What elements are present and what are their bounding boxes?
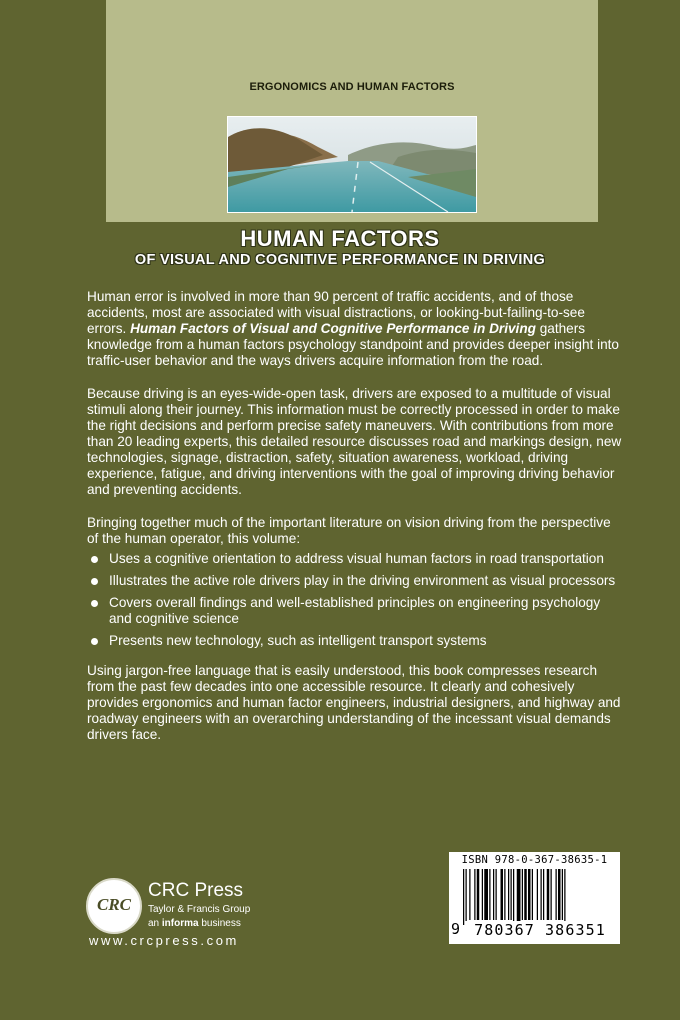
crc-logo-text: CRC: [96, 895, 132, 914]
publisher-group: Taylor & Francis Group: [148, 904, 251, 915]
barcode-bar: [547, 869, 550, 920]
barcode-bar: [493, 869, 494, 920]
list-item-text: Presents new technology, such as intelligent transport systems: [109, 633, 487, 648]
barcode-bar: [543, 869, 544, 920]
barcode-bar: [511, 869, 512, 920]
list-item-text: Uses a cognitive orientation to address visual human factors in road transportation: [109, 551, 604, 566]
paragraph-1-book-title: Human Factors of Visual and Cognitive Performance in Driving: [130, 321, 536, 336]
paragraph-2: Because driving is an eyes-wide-open task, drivers are exposed to a multitude of visual stimuli along their journey. This information must be correctly processed in order to make the right decisions and perform precise safety maneuvers. With contributions from more than 20 leading experts, this detailed resource discusses road and markings design, new technologies, signage, distraction, safety, situation awareness, workload, driving experience, fatigue, and driving interventions with the goal of improving driving behavior and preventing accidents.: [87, 386, 622, 497]
barcode-bar: [522, 869, 523, 920]
ean-first-digit: 9: [451, 920, 461, 938]
list-item: [87, 633, 625, 649]
barcode-bar: [541, 869, 542, 920]
bullet-icon: [91, 638, 98, 645]
book-title-sub: OF VISUAL AND COGNITIVE PERFORMANCE IN DRIVING: [134, 252, 546, 268]
ean-digits: 780367 386351: [465, 921, 615, 939]
barcode-bar: [551, 869, 552, 920]
publisher-name: CRC Press: [148, 880, 244, 901]
book-title-main: HUMAN FACTORS: [240, 226, 440, 251]
publisher-informa: [148, 918, 241, 929]
barcode-bar: [517, 869, 521, 925]
barcode-bars: [463, 869, 609, 925]
barcode-bar: [466, 869, 467, 925]
barcode-bar: [496, 869, 497, 920]
barcode-bar: [469, 869, 470, 920]
cover-photo-road: [227, 116, 477, 213]
informa-bold: informa: [161, 918, 199, 929]
bullet-icon: [91, 578, 98, 585]
barcode-bar: [501, 869, 504, 920]
barcode-bar: [532, 869, 533, 920]
publisher-website[interactable]: www.crcpress.com: [89, 933, 239, 948]
barcode-bar: [513, 869, 514, 925]
bullet-icon: [91, 600, 98, 607]
barcode-bar: [474, 869, 475, 920]
barcode-bar: [508, 869, 509, 920]
barcode-bar: [484, 869, 488, 920]
paragraph-3-intro: Bringing together much of the important literature on vision driving from the perspective of the human operator, this volume:: [87, 515, 611, 546]
informa-prefix: an: [148, 918, 162, 929]
paragraph-1: [87, 289, 625, 369]
barcode-bar: [482, 869, 483, 920]
barcode-bar: [504, 869, 505, 920]
bullet-icon: [91, 556, 98, 563]
isbn-number: ISBN 978-0-367-38635-1: [461, 854, 608, 866]
barcode-bar: [556, 869, 557, 920]
informa-suffix: business: [198, 918, 241, 929]
barcode-bar: [489, 869, 490, 920]
barcode-bar: [524, 869, 527, 920]
isbn-barcode: [449, 852, 620, 944]
barcode-bar: [528, 869, 531, 920]
crc-logo-icon: [86, 878, 142, 934]
barcode-bar: [558, 869, 561, 920]
barcode-bar: [463, 869, 464, 925]
barcode-bar: [477, 869, 480, 920]
barcode-bar: [564, 869, 565, 925]
barcode-bar: [537, 869, 538, 920]
list-item: [87, 551, 625, 567]
list-item: [87, 595, 625, 627]
feature-list: [87, 551, 625, 649]
paragraph-4: Using jargon-free language that is easily understood, this book compresses research from the past few decades into one accessible resource. It clearly and cohesively provides ergonomics and human factor engineers, industrial designers, and highway and roadway engineers with an overarching understanding of the incessant visual demands drivers face.: [87, 663, 621, 742]
back-cover-description: [87, 289, 625, 743]
list-item: [87, 573, 625, 589]
list-item-text: Covers overall findings and well-established principles on engineering psychology and cognitive science: [109, 595, 601, 626]
paragraph-1-lead: Human error is involved in more than 90 percent of traffic accidents, and of those accidents, most are associated with visual distractions, or looking-but-failing-to-see errors.: [87, 289, 585, 336]
list-item-text: Illustrates the active role drivers play in the driving environment as visual processors: [109, 573, 616, 588]
paragraph-1-tail: gathers knowledge from a human factors psychology standpoint and provides deeper insight into traffic-user behavior and the ways drivers acquire information from the road.: [87, 321, 619, 368]
series-label: ERGONOMICS AND HUMAN FACTORS: [249, 81, 455, 93]
barcode-bar: [562, 869, 563, 920]
